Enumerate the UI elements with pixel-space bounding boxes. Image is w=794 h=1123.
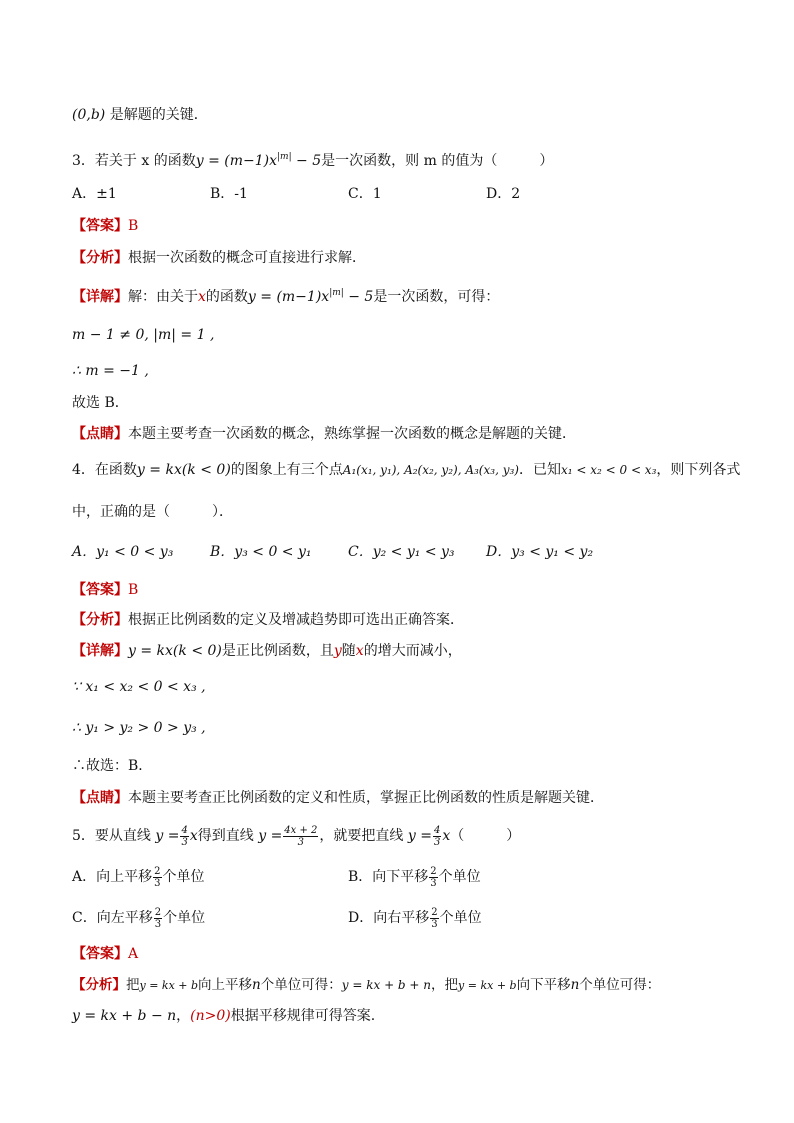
q4-step-1: ∵ x₁ < x₂ < 0 < x₃ , (72, 679, 206, 695)
q4-analysis: 根据正比例函数的定义及增减趋势即可选出正确答案． (128, 612, 464, 628)
q5-f1-denominator: 3 (181, 836, 188, 848)
q3-post: 是一次函数，则 m 的值为（ ） (321, 153, 554, 169)
q5-a-1: 把 (126, 977, 140, 993)
q5-option-d-fraction (430, 907, 438, 930)
q3-answer: B (128, 218, 139, 234)
q5-option-a (72, 864, 205, 890)
q4-function: y = kx(k < 0) (136, 462, 231, 478)
q5-number: 5． (72, 828, 95, 844)
q4-post: ，则下列各式 (656, 462, 741, 478)
q5-b-condition: (n>0) (190, 1008, 231, 1024)
q3-formula-left: y = (m−1)x (195, 153, 277, 169)
q5-post: （ ） (450, 828, 521, 844)
q4-detail-line (72, 641, 462, 661)
q5-option-b-unit: 个单位 (438, 869, 481, 885)
q5-option-b (348, 864, 481, 890)
q5-f3-numerator: 4 (433, 824, 441, 836)
q3-option-c: C．1 (348, 186, 382, 202)
q5-f1-numerator: 4 (181, 824, 188, 836)
q5-f3-denominator: 3 (433, 836, 441, 848)
q3-answer-line (72, 216, 138, 236)
q4-mid: 的图象上有三个点 (230, 462, 343, 478)
q5-option-a-label: A．向上平移 (72, 869, 153, 885)
q5-f1-right: x (189, 828, 198, 844)
q4-option-a: A．y₁ < 0 < y₃ (72, 544, 174, 560)
tail-text: 是解题的关键． (109, 107, 208, 123)
q5-option-a-denominator: 3 (154, 877, 161, 889)
q4-analysis-tag: 【分析】 (72, 612, 128, 628)
q3-option-d: D．2 (486, 186, 521, 202)
q5-mid: 得到直线 (197, 828, 254, 844)
q3-formula (196, 153, 321, 169)
q5-f2-numerator: 4x + 2 (284, 824, 318, 836)
q3-detail-mid: 的函数 (205, 289, 248, 305)
q5-a-n1: n (252, 977, 261, 993)
q4-stem (72, 460, 740, 480)
q4-detail-y: y (333, 643, 342, 659)
q5-a-n2: n (570, 977, 580, 993)
q5-option-d (348, 905, 482, 931)
q5-option-c (72, 905, 205, 931)
q3-comment-tag: 【点睛】 (72, 426, 128, 442)
q4-points: A₁(x₁, y₁), A₂(x₂, y₂), A₃(x₃, y₃) (342, 463, 519, 477)
q3-comment: 本题主要考查一次函数的概念，熟练掌握一次函数的概念是解题的关键． (128, 426, 576, 442)
q5-option-a-numerator: 2 (154, 865, 161, 877)
q5-f2-fraction (283, 825, 318, 848)
q5-answer: A (128, 946, 139, 962)
q5-option-c-fraction (154, 907, 162, 930)
q4-detail-function: y = kx(k < 0) (128, 643, 222, 659)
q4-detail-post: 的增大而减小， (363, 643, 462, 659)
q5-option-d-numerator: 2 (431, 906, 438, 918)
q3-pre: 若关于 x 的函数 (94, 153, 196, 169)
q5-a-formula-2: y = kx + b (458, 979, 517, 992)
q4-analysis-line (72, 610, 464, 630)
q4-step-3: ∴故选：B． (72, 758, 153, 774)
q5-f3-left: y = (407, 828, 432, 844)
q4-detail-mid: 是正比例函数，且 (221, 643, 334, 659)
q4-answer-tag: 【答案】 (72, 582, 128, 598)
q3-analysis-line (72, 248, 366, 268)
q5-option-c-label: C．向左平移 (72, 910, 153, 926)
q4-detail-x: x (355, 643, 364, 659)
previous-tail-line (72, 105, 208, 125)
q4-number: 4． (72, 462, 95, 478)
q3-step-1: m − 1 ≠ 0, |m| = 1 , (72, 327, 215, 343)
q5-analysis-tag: 【分析】 (72, 977, 126, 993)
q5-formula-3 (407, 824, 451, 848)
q4-comment-line (72, 788, 604, 808)
q4-known: ．已知 (518, 462, 561, 478)
q3-detail-formula (248, 289, 373, 305)
q5-option-c-denominator: 3 (154, 918, 162, 930)
q5-option-c-numerator: 2 (154, 906, 162, 918)
q5-stem (72, 822, 520, 850)
q4-option-d: D．y₃ < y₁ < y₂ (486, 544, 594, 560)
q5-formula-2 (258, 824, 319, 848)
q3-number: 3． (72, 153, 95, 169)
q5-option-a-fraction (153, 866, 161, 889)
q5-a-5: 向下平移 (516, 977, 571, 993)
q4-answer: B (128, 582, 139, 598)
q5-option-d-unit: 个单位 (439, 910, 482, 926)
q3-option-a: A．±1 (72, 186, 117, 202)
q5-option-a-unit: 个单位 (162, 869, 205, 885)
q3-detail-formula-right: − 5 (343, 289, 374, 305)
q5-option-b-denominator: 3 (430, 877, 437, 889)
q3-detail-formula-exponent: |m| (329, 288, 344, 298)
q5-a-formula-1: y = kx + b (139, 979, 199, 992)
q4-option-b: B．y₃ < 0 < y₁ (210, 544, 312, 560)
q5-option-b-numerator: 2 (430, 865, 437, 877)
q4-answer-line (72, 580, 138, 600)
q5-answer-tag: 【答案】 (72, 946, 128, 962)
q4-condition: x₁ < x₂ < 0 < x₃ (560, 463, 657, 477)
q5-f2-left: y = (258, 828, 283, 844)
q5-option-c-unit: 个单位 (163, 910, 206, 926)
q3-answer-tag: 【答案】 (72, 218, 128, 234)
q5-a-2: 向上平移 (198, 977, 253, 993)
q4-step-2: ∴ y₁ > y₂ > 0 > y₃ , (72, 720, 206, 736)
q5-a-result-1: y = kx + b + n (341, 978, 432, 992)
q5-formula-1 (155, 824, 198, 848)
q3-detail-x: x (198, 289, 206, 305)
q5-f1-fraction (180, 825, 188, 848)
q4-pre: 在函数 (94, 462, 137, 478)
q5-a-4: ，把 (431, 977, 459, 993)
q3-step-3: 故选 B． (72, 395, 129, 411)
q3-detail-pre: 解：由关于 (128, 289, 198, 305)
q3-step-2: ∴ m = −1 , (72, 363, 149, 379)
q3-stem (72, 147, 553, 171)
q3-comment-line (72, 424, 576, 444)
q5-option-d-denominator: 3 (431, 918, 438, 930)
q3-formula-right: − 5 (291, 153, 322, 169)
q5-b-text: 根据平移规律可得答案. (230, 1008, 376, 1024)
q5-analysis-line-2 (72, 1006, 375, 1026)
q5-b-sep: ， (176, 1008, 191, 1024)
q4-stem-line-2: 中，正确的是（ ）． (72, 504, 233, 520)
q5-mid2: ，就要把直线 (319, 828, 404, 844)
q5-answer-line (72, 944, 138, 964)
q5-b-result: y = kx + b − n (72, 1008, 177, 1024)
point-0b: (0,b) (72, 107, 106, 123)
q4-comment-tag: 【点睛】 (72, 790, 128, 806)
q4-comment: 本题主要考查正比例函数的定义和性质，掌握正比例函数的性质是解题关键． (128, 790, 604, 806)
q5-f3-fraction (433, 825, 441, 848)
q5-pre: 要从直线 (94, 828, 151, 844)
q3-analysis: 根据一次函数的概念可直接进行求解． (128, 250, 366, 266)
q3-detail-post: 是一次函数，可得： (373, 289, 500, 305)
q3-formula-exponent: |m| (277, 152, 292, 162)
q5-a-3: 个单位可得： (260, 977, 342, 993)
q3-detail-line (72, 283, 499, 307)
q3-option-b: B．-1 (210, 186, 248, 202)
q5-analysis-line (72, 975, 660, 996)
q5-a-6: 个单位可得： (579, 977, 661, 993)
q5-f3-right: x (442, 828, 451, 844)
q5-f1-left: y = (155, 828, 180, 844)
q3-detail-tag: 【详解】 (72, 289, 128, 305)
q3-detail-formula-left: y = (m−1)x (247, 289, 330, 305)
q5-option-b-label: B．向下平移 (348, 869, 429, 885)
q4-option-c: C．y₂ < y₁ < y₃ (348, 544, 455, 560)
q5-option-b-fraction (429, 866, 437, 889)
q5-f2-denominator: 3 (297, 836, 305, 848)
q4-detail-mid2: 随 (341, 643, 356, 659)
q4-detail-tag: 【详解】 (72, 643, 128, 659)
q5-option-d-label: D．向右平移 (348, 910, 430, 926)
q3-analysis-tag: 【分析】 (72, 250, 128, 266)
